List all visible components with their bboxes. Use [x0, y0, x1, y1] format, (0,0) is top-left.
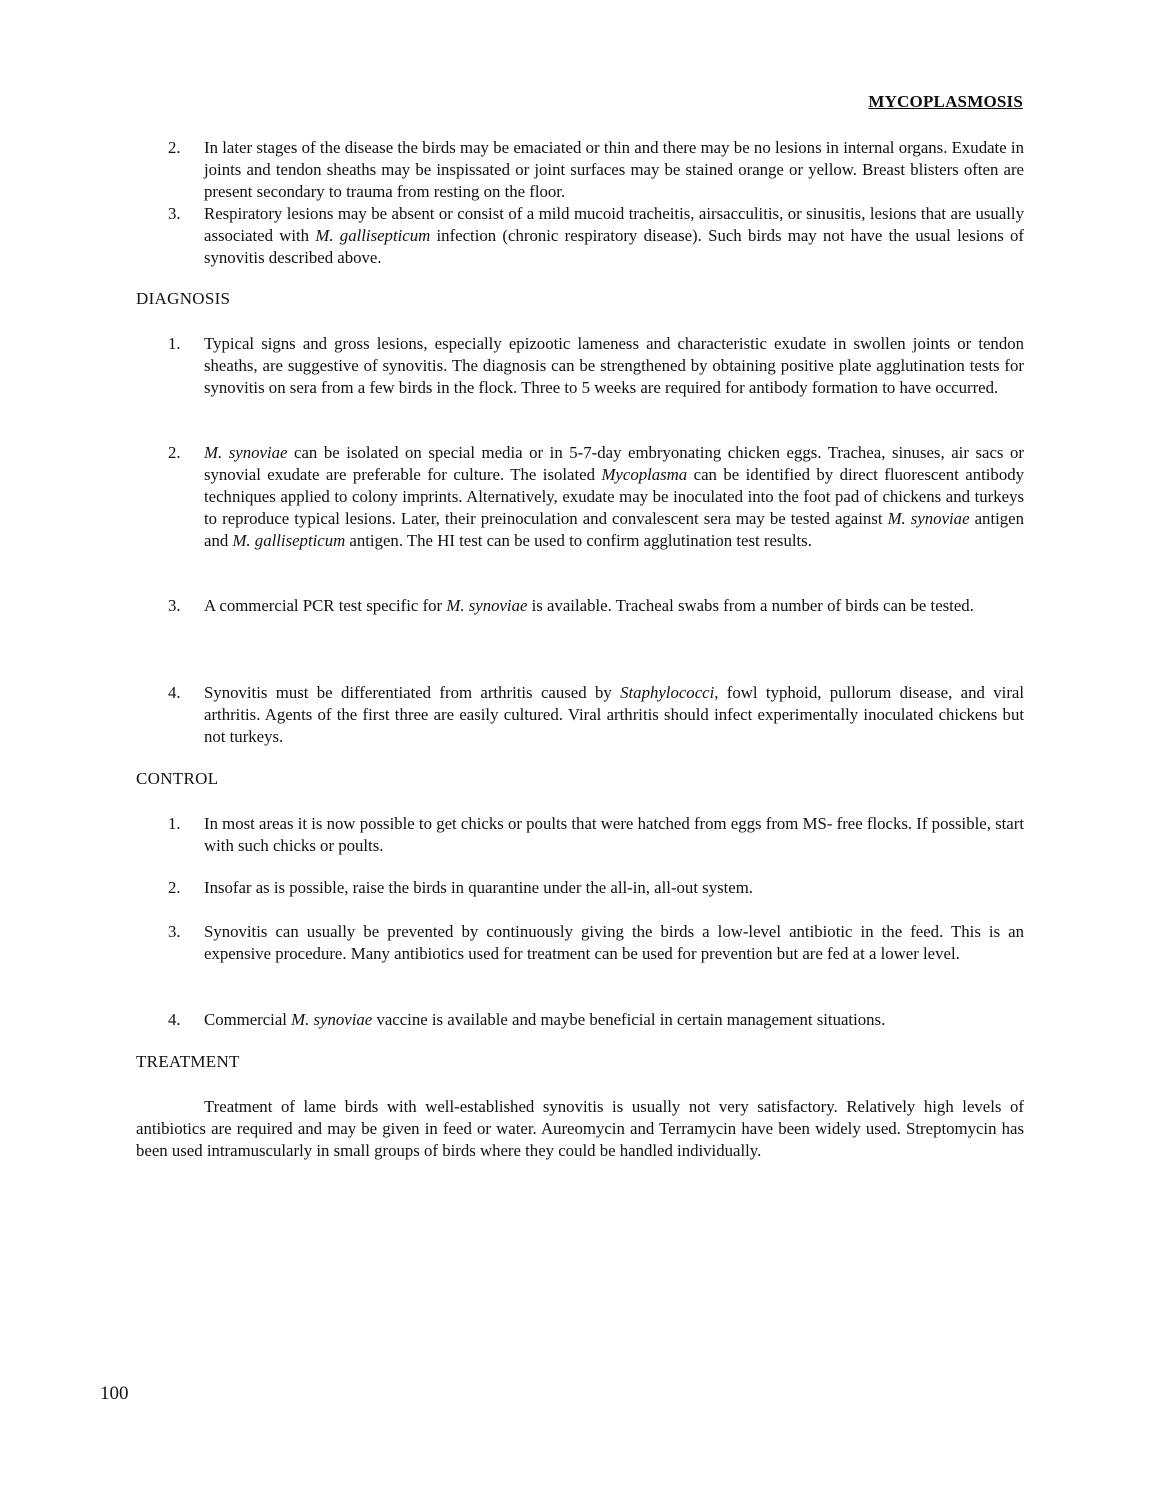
list-number: 1. [168, 814, 181, 833]
species-name: M. synoviae [446, 596, 528, 615]
list-text: In most areas it is now possible to get chicks or poults that were hatched from eggs from MS- free flocks. If possible, start with such chicks or poults. [204, 814, 1024, 855]
list-text: Synovitis must be differentiated from arthritis caused by Staphylococci, fowl typhoid, pullorum disease, and viral arthritis. Agents of the first three are easily cultured. Viral arthritis should infect experimentally inoculated chickens but not turkeys. [204, 683, 1025, 746]
list-item [168, 813, 1024, 857]
list-number: 3. [168, 922, 181, 941]
list-number: 1. [168, 334, 181, 353]
list-text: Synovitis can usually be prevented by continuously giving the birds a low-level antibiotic in the feed. This is an expensive procedure. Many antibiotics used for treatment can be used for prevention but are fed at a lower level. [204, 922, 1024, 963]
list-text: Respiratory lesions may be absent or consist of a mild mucoid tracheitis, airsacculitis, or sinusitis, lesions that are usually associated with M. gallisepticum infection (chronic respiratory disease). Such birds may not have the usual lesions of synovitis described above. [204, 204, 1024, 267]
list-item [168, 333, 1024, 399]
list-text: M. synoviae can be isolated on special media or in 5-7-day embryonating chicken eggs. Trachea, sinuses, air sacs or synovial exudate are preferable for culture. The isolated Mycoplasma can be identified by direct fluorescent antibody techniques applied to colony imprints. Alternatively, exudate may be inoculated into the foot pad of chickens and turkeys to reproduce typical lesions. Later, their preinoculation and convalescent sera may be tested against M. synoviae antigen and M. gallisepticum antigen. The HI test can be used to confirm agglutination test results. [204, 443, 1024, 550]
list-number: 3. [168, 204, 181, 223]
list-text: Commercial M. synoviae vaccine is available and maybe beneficial in certain management situations. [204, 1010, 886, 1029]
section-title-treatment: TREATMENT [136, 1052, 240, 1071]
list-item [168, 1009, 1024, 1031]
list-number: 2. [168, 878, 181, 897]
species-name: M. gallisepticum [232, 531, 346, 550]
list-item [168, 921, 1024, 965]
list-number: 4. [168, 683, 181, 702]
list-text: Insofar as is possible, raise the birds in quarantine under the all-in, all-out system. [204, 878, 753, 897]
list-number: 2. [168, 138, 181, 157]
running-header: MYCOPLASMOSIS [868, 92, 1023, 111]
list-number: 3. [168, 596, 181, 615]
list-text: In later stages of the disease the birds may be emaciated or thin and there may be no lesions in internal organs. Exudate in joints and tendon sheaths may be inspissated or joint surfaces may be stained orange or yellow. Breast blisters often are present secondary to trauma from resting on the floor. [204, 138, 1024, 201]
page-number: 100 [100, 1383, 129, 1404]
list-item [168, 203, 1024, 269]
list-item [168, 682, 1024, 748]
list-item [168, 595, 1024, 617]
list-item [168, 442, 1024, 552]
list-text: A commercial PCR test specific for M. synoviae is available. Tracheal swabs from a number of birds can be tested. [204, 596, 974, 615]
section-title-control: CONTROL [136, 769, 219, 788]
species-name: M. synoviae [887, 509, 970, 528]
treatment-paragraph: Treatment of lame birds with well-established synovitis is usually not very satisfactory. Relatively high levels of antibiotics are required and may be given in feed or water. Aureomycin and Terramycin have been widely used. Streptomycin has been used intramuscularly in small groups of birds where they could be handled individually. [136, 1097, 1024, 1160]
list-item [168, 137, 1024, 203]
list-number: 2. [168, 443, 181, 462]
species-name: M. synoviae [291, 1010, 373, 1029]
genus-name: Mycoplasma [601, 465, 688, 484]
species-name: M. gallisepticum [315, 226, 431, 245]
section-title-diagnosis: DIAGNOSIS [136, 289, 231, 308]
list-number: 4. [168, 1010, 181, 1029]
species-name: M. synoviae [204, 443, 288, 462]
genus-name: Staphylococci [620, 683, 715, 702]
list-text: Typical signs and gross lesions, especially epizootic lameness and characteristic exudate in swollen joints or tendon sheaths, are suggestive of synovitis. The diagnosis can be strengthened by obtaining positive plate agglutination tests for synovitis on sera from a few birds in the flock. Three to 5 weeks are required for antibody formation to have occurred. [204, 334, 1024, 397]
list-item [168, 877, 1024, 899]
